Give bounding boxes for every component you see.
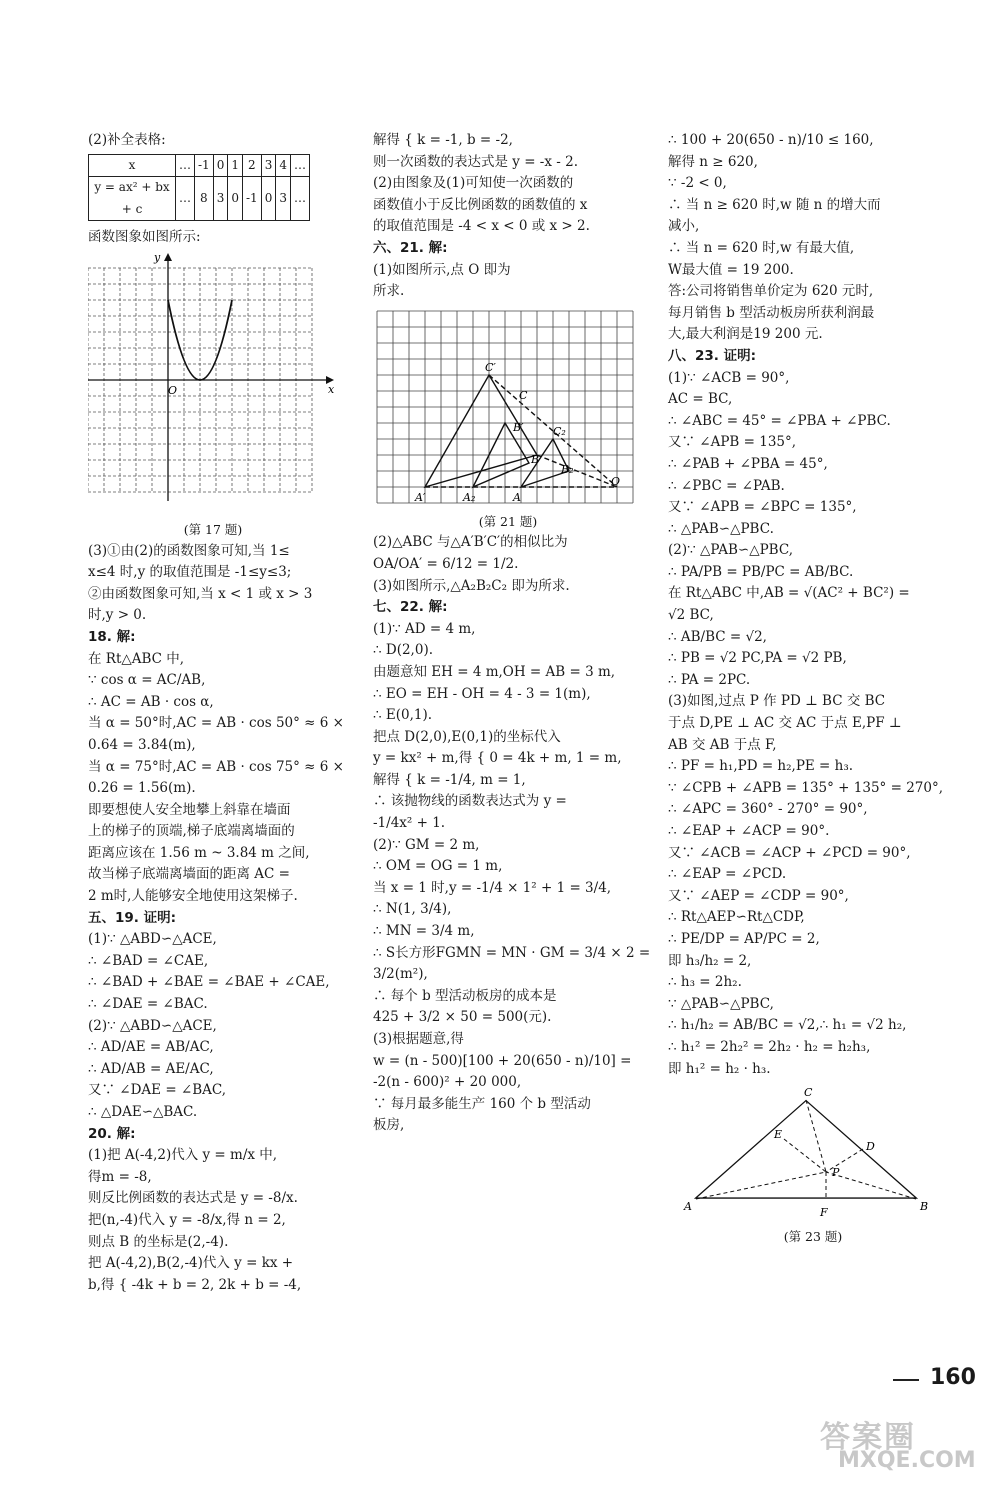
table-cell: y = ax² + bx + c bbox=[89, 177, 176, 221]
table-cell: 0 bbox=[213, 154, 228, 177]
text-line: 的取值范围是 -4 < x < 0 或 x > 2. bbox=[373, 218, 590, 235]
table-cell: 0 bbox=[228, 177, 243, 221]
text-line: ∴ AB/BC = √2, bbox=[668, 628, 767, 645]
text-line: ∴ 每个 b 型活动板房的成本是 bbox=[373, 987, 557, 1004]
text-line: -1/4x² + 1. bbox=[373, 815, 446, 832]
text-line: ∵ ∠CPB + ∠APB = 135° + 135° = 270°, bbox=[668, 779, 944, 796]
text-line: W最大值 = 19 200. bbox=[668, 261, 794, 278]
text-line: 在 Rt△ABC 中, bbox=[88, 650, 185, 667]
column-right bbox=[668, 130, 958, 1248]
point-label: C′ bbox=[485, 360, 496, 374]
text-line: 把(n,-4)代入 y = -8/x,得 n = 2, bbox=[88, 1211, 286, 1228]
point-label: B bbox=[531, 452, 540, 466]
question-19-heading: 五、19. 证明: bbox=[88, 909, 177, 926]
text-line: 把 A(-4,2),B(2,-4)代入 y = kx + bbox=[88, 1255, 294, 1272]
text-line: ∵ 每月最多能生产 160 个 b 型活动 bbox=[373, 1095, 591, 1112]
text-line: 时,y > 0. bbox=[88, 607, 147, 624]
text-line: (1)∵ △ABD∽△ACE, bbox=[88, 931, 217, 948]
text-line: 则反比例函数的表达式是 y = -8/x. bbox=[88, 1190, 298, 1207]
point-label: C bbox=[519, 388, 528, 402]
text-line: ∴ EO = EH - OH = 4 - 3 = 1(m), bbox=[373, 685, 591, 702]
text-line: (3)①由(2)的函数图象可知,当 1≤ bbox=[88, 542, 290, 559]
text-line: 2 m时,人能够安全地使用这架梯子. bbox=[88, 888, 298, 905]
text-line: 距离应该在 1.56 m ~ 3.84 m 之间, bbox=[88, 844, 310, 861]
text-line: 得m = -8, bbox=[88, 1168, 152, 1185]
text-line: (2)∵ △ABD∽△ACE, bbox=[88, 1017, 217, 1034]
text-line: ∴ h₃ = 2h₂. bbox=[668, 974, 742, 991]
text-line: 答:公司将销售单价定为 620 元时, bbox=[668, 283, 874, 300]
text-line: 0.64 = 3.84(m), bbox=[88, 736, 196, 753]
text-line: 所求. bbox=[373, 283, 405, 300]
text-line: ∴ h₁/h₂ = AB/BC = √2,∴ h₁ = √2 h₂, bbox=[668, 1017, 907, 1034]
text-line: b,得 { -4k + b = 2, 2k + b = -4, bbox=[88, 1276, 302, 1293]
page-number-dash bbox=[893, 1379, 919, 1381]
text-line: ∴ △PAB∽△PBC. bbox=[668, 520, 774, 537]
point-label: F bbox=[820, 1206, 828, 1220]
text-line: ∴ ∠BAD = ∠CAE, bbox=[88, 952, 209, 969]
text-line: ∴ ∠BAD + ∠BAE = ∠BAE + ∠CAE, bbox=[88, 974, 330, 991]
figure-23-triangle bbox=[668, 1084, 928, 1222]
text-line: ∴ OM = OG = 1 m, bbox=[373, 858, 503, 875]
text-line: 每月销售 b 型活动板房所获利润最 bbox=[668, 304, 875, 321]
text-line: ∴ S长方形FGMN = MN · GM = 3/4 × 2 = bbox=[373, 944, 651, 961]
column-left bbox=[88, 130, 344, 1296]
question-23-heading: 八、23. 证明: bbox=[668, 347, 757, 364]
text-line: x≤4 时,y 的取值范围是 -1≤y≤3; bbox=[88, 564, 292, 581]
page-number: 160 bbox=[930, 1365, 976, 1390]
text-line: 解得 n ≥ 620, bbox=[668, 153, 758, 170]
table-cell: x bbox=[89, 154, 176, 177]
text-line: 则点 B 的坐标是(2,-4). bbox=[88, 1233, 229, 1250]
text-line: (1)∵ ∠ACB = 90°, bbox=[668, 369, 790, 386]
table-cell: -1 bbox=[242, 177, 261, 221]
text-line: ∴ ∠APC = 360° - 270° = 90°, bbox=[668, 801, 868, 818]
text-line: (2)由图象及(1)可知使一次函数的 bbox=[373, 175, 574, 192]
figure-caption: (第 17 题) bbox=[183, 521, 243, 537]
table-cell: 3 bbox=[276, 177, 291, 221]
table-cell: 2 bbox=[242, 154, 261, 177]
table-cell: … bbox=[290, 177, 309, 221]
point-label: A′ bbox=[415, 490, 426, 504]
text-line: 即 h₁² = h₂ · h₃. bbox=[668, 1060, 771, 1077]
figure-caption: (第 23 题) bbox=[783, 1229, 843, 1245]
figure-17-parabola bbox=[88, 253, 338, 515]
text-line: ∴ 当 n = 620 时,w 有最大值, bbox=[668, 239, 855, 256]
point-label: D bbox=[866, 1140, 875, 1154]
text-line: ∴ h₁² = 2h₂² = 2h₂ · h₂ = h₂h₃, bbox=[668, 1038, 871, 1055]
column-middle bbox=[373, 130, 651, 1137]
text-line: 上的梯子的顶端,梯子底端离墙面的 bbox=[88, 823, 295, 840]
text-line: ∴ 该抛物线的函数表达式为 y = bbox=[373, 793, 567, 810]
text-line: 解得 { k = -1, b = -2, bbox=[373, 132, 513, 148]
point-label: P bbox=[832, 1166, 840, 1180]
table-cell: 3 bbox=[261, 154, 276, 177]
text-line: 又∵ ∠ACB = ∠ACP + ∠PCD = 90°, bbox=[668, 844, 911, 861]
point-label: O bbox=[611, 474, 621, 488]
table-cell: 8 bbox=[195, 177, 214, 221]
text-line: ∴ ∠DAE = ∠BAC. bbox=[88, 996, 208, 1013]
table-cell: 4 bbox=[276, 154, 291, 177]
text-line: 即要想使人安全地攀上斜靠在墙面 bbox=[88, 801, 291, 818]
text-line: 即 h₃/h₂ = 2, bbox=[668, 952, 752, 969]
question-18-heading: 18. 解: bbox=[88, 628, 136, 645]
text-line: 又∵ ∠DAE = ∠BAC, bbox=[88, 1082, 227, 1099]
text-line: ∴ MN = 3/4 m, bbox=[373, 923, 475, 940]
text-line: ∵ cos α = AC/AB, bbox=[88, 672, 206, 689]
point-label: B′ bbox=[513, 420, 524, 434]
text-line: (2)△ABC 与△A′B′C′的相似比为 bbox=[373, 534, 568, 551]
text-line: (3)如图,过点 P 作 PD ⊥ BC 交 BC bbox=[668, 693, 886, 710]
text-line: AC = BC, bbox=[668, 391, 733, 408]
text-line: ∴ PF = h₁,PD = h₂,PE = h₃. bbox=[668, 758, 854, 775]
table-cell: … bbox=[176, 177, 195, 221]
text-line: ∴ PB = √2 PC,PA = √2 PB, bbox=[668, 650, 847, 667]
text-line: ∵ △PAB∽△PBC, bbox=[668, 995, 774, 1012]
text-line: ∴ E(0,1). bbox=[373, 707, 433, 724]
point-label: B₂ bbox=[561, 462, 574, 476]
text-line: 又∵ ∠APB = ∠BPC = 135°, bbox=[668, 499, 857, 516]
table-cell: -1 bbox=[195, 154, 214, 177]
text-line: ∴ PA = 2PC. bbox=[668, 671, 751, 688]
text-line: 于点 D,PE ⊥ AC 交 AC 于点 E,PF ⊥ bbox=[668, 715, 902, 732]
text-line: ∴ D(2,0). bbox=[373, 642, 433, 659]
text-line: 函数值小于反比例函数的函数值的 x bbox=[373, 196, 588, 213]
point-label: B bbox=[920, 1200, 928, 1214]
figure-caption: (第 21 题) bbox=[478, 513, 538, 529]
origin-label: O bbox=[168, 383, 178, 397]
point-label: E bbox=[774, 1128, 783, 1142]
text-line: 减小, bbox=[668, 218, 700, 235]
table-cell: 1 bbox=[228, 154, 243, 177]
text-line: 0.26 = 1.56(m). bbox=[88, 780, 196, 797]
text-line: (2)∵ GM = 2 m, bbox=[373, 836, 480, 853]
point-label: A bbox=[513, 490, 521, 504]
text-line: 把点 D(2,0),E(0,1)的坐标代入 bbox=[373, 728, 561, 745]
point-label: A bbox=[684, 1200, 692, 1214]
axis-x-label: x bbox=[328, 382, 335, 396]
text-line: ∴ ∠ABC = 45° = ∠PBA + ∠PBC. bbox=[668, 412, 891, 429]
question-22-heading: 七、22. 解: bbox=[373, 599, 448, 616]
point-label: C bbox=[804, 1086, 813, 1100]
text-line: ∴ 当 n ≥ 620 时,w 随 n 的增大而 bbox=[668, 196, 881, 213]
figure-21-grid bbox=[373, 307, 645, 507]
text-line: ∴ ∠EAP = ∠PCD. bbox=[668, 866, 787, 883]
text-line: 大,最大利润是19 200 元. bbox=[668, 326, 823, 343]
question-20-heading: 20. 解: bbox=[88, 1125, 136, 1142]
text-line: 函数图象如图所示: bbox=[88, 229, 201, 246]
table-cell: … bbox=[176, 154, 195, 177]
text-line: (3)如图所示,△A₂B₂C₂ 即为所求. bbox=[373, 577, 570, 594]
value-table bbox=[88, 154, 310, 222]
text-line: ∴ PE/DP = AP/PC = 2, bbox=[668, 930, 820, 947]
text-line: (1)∵ AD = 4 m, bbox=[373, 620, 476, 637]
text-line: (2)补全表格: bbox=[88, 132, 166, 148]
text-line: 故当梯子底端离墙面的距离 AC = bbox=[88, 866, 290, 883]
text-line: (2)∵ △PAB∽△PBC, bbox=[668, 542, 793, 559]
table-cell: 0 bbox=[261, 177, 276, 221]
text-line: 又∵ ∠AEP = ∠CDP = 90°, bbox=[668, 887, 849, 904]
text-line: ∴ 100 + 20(650 - n)/10 ≤ 160, bbox=[668, 132, 874, 148]
axis-y-label: y bbox=[154, 252, 161, 264]
point-label: A₂ bbox=[463, 490, 476, 504]
text-line: 则一次函数的表达式是 y = -x - 2. bbox=[373, 153, 579, 170]
text-line: ∴ AC = AB · cos α, bbox=[88, 693, 214, 710]
table-cell: … bbox=[290, 154, 309, 177]
text-line: 425 + 3/2 × 50 = 500(元). bbox=[373, 1009, 552, 1026]
text-line: ∴ Rt△AEP∽Rt△CDP, bbox=[668, 909, 805, 926]
text-line: OA/OA′ = 6/12 = 1/2. bbox=[373, 555, 519, 572]
text-line: ∴ △DAE∽△BAC. bbox=[88, 1104, 198, 1120]
text-line: ②由函数图象可知,当 x < 1 或 x > 3 bbox=[88, 585, 313, 602]
text-line: ∴ ∠PBC = ∠PAB. bbox=[668, 477, 785, 494]
text-line: (3)根据题意,得 bbox=[373, 1031, 464, 1047]
text-line: 又∵ ∠APB = 135°, bbox=[668, 434, 797, 451]
text-line: AB 交 AB 于点 F, bbox=[668, 736, 777, 753]
text-line: 当 α = 75°时,AC = AB · cos 75° ≈ 6 × bbox=[88, 758, 344, 775]
text-line: 在 Rt△ABC 中,AB = √(AC² + BC²) = bbox=[668, 585, 910, 602]
text-line: √2 BC, bbox=[668, 607, 714, 624]
text-line: ∴ ∠EAP + ∠ACP = 90°. bbox=[668, 823, 830, 839]
text-line: ∴ N(1, 3/4), bbox=[373, 901, 452, 918]
text-line: w = (n - 500)[100 + 20(650 - n)/10] = bbox=[373, 1052, 632, 1069]
text-line: ∴ PA/PB = PB/PC = AB/BC. bbox=[668, 563, 854, 580]
text-line: 当 x = 1 时,y = -1/4 × 1² + 1 = 3/4, bbox=[373, 879, 612, 896]
text-line: ∴ AD/AE = AB/AC, bbox=[88, 1039, 214, 1056]
text-line: 当 α = 50°时,AC = AB · cos 50° ≈ 6 × bbox=[88, 715, 344, 732]
text-line: -2(n - 600)² + 20 000, bbox=[373, 1074, 522, 1091]
text-line: y = kx² + m,得 { 0 = 4k + m, 1 = m, bbox=[373, 750, 622, 767]
text-line: ∵ -2 < 0, bbox=[668, 175, 727, 192]
table-cell: 3 bbox=[213, 177, 228, 221]
text-line: 解得 { k = -1/4, m = 1, bbox=[373, 771, 526, 788]
text-line: ∴ AD/AB = AE/AC, bbox=[88, 1060, 214, 1077]
watermark-url: MXQE.COM bbox=[838, 1448, 976, 1473]
text-line: 3/2(m²), bbox=[373, 966, 428, 983]
text-line: ∴ ∠PAB + ∠PBA = 45°, bbox=[668, 455, 828, 472]
text-line: 由题意知 EH = 4 m,OH = AB = 3 m, bbox=[373, 663, 616, 680]
point-label: C₂ bbox=[553, 424, 566, 438]
text-line: (1)把 A(-4,2)代入 y = m/x 中, bbox=[88, 1147, 278, 1164]
watermark-logo: 答案圈 bbox=[820, 1420, 916, 1455]
text-line: 板房, bbox=[373, 1117, 405, 1134]
text-line: (1)如图所示,点 O 即为 bbox=[373, 261, 511, 278]
question-21-heading: 六、21. 解: bbox=[373, 239, 448, 256]
